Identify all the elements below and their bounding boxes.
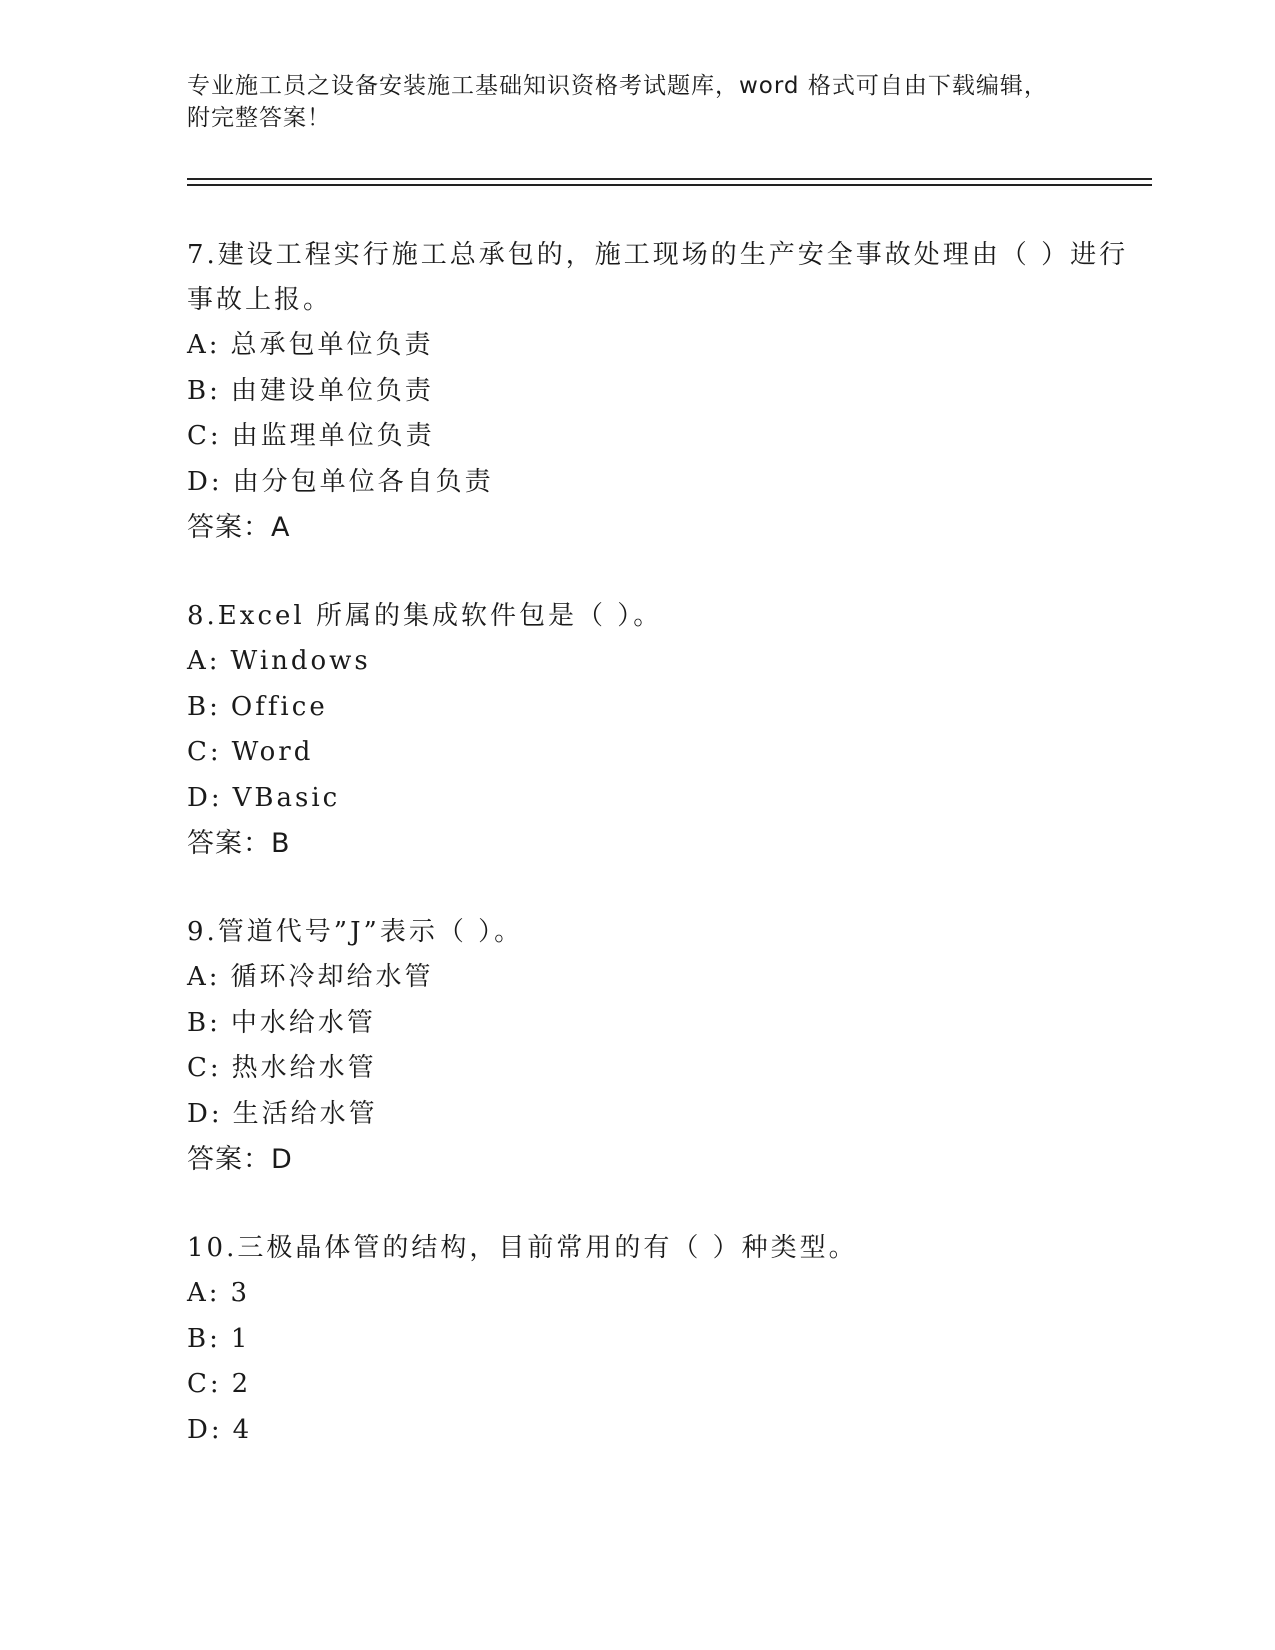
answer-line: 答案：B [187,828,291,859]
question-stem: 8.Excel 所属的集成软件包是（ ）。 [187,601,663,631]
option-letter: D: [187,466,223,497]
option-letter: A: [187,1278,221,1308]
option-c [187,414,1147,460]
option-c [187,1362,1147,1408]
option-letter: C: [187,421,222,451]
option-b [187,685,1147,731]
option-text: Windows [230,646,371,676]
option-d [187,776,1147,822]
option-text: 由建设单位负责 [230,375,434,406]
option-c [187,730,1147,776]
question-stem: 9.管道代号”J”表示（ ）。 [187,917,524,947]
option-text: 由分包单位各自负责 [232,466,494,497]
option-letter: C: [187,1369,222,1399]
option-text: Word [231,737,314,767]
option-text: VBasic [232,782,341,813]
option-text: 由监理单位负责 [231,421,435,451]
option-d [187,1092,1147,1138]
option-text: 中水给水管 [230,1007,376,1038]
answer-line: 答案：D [187,1144,293,1175]
option-text: Office [230,691,328,722]
header-divider-bottom [187,184,1152,186]
option-d [187,1408,1147,1454]
option-letter: A: [187,646,221,676]
option-text: 循环冷却给水管 [230,962,434,992]
option-a [187,955,1147,1001]
header-divider-top [187,178,1152,180]
option-text: 4 [232,1414,253,1445]
question-7 [187,233,1147,551]
option-a [187,323,1147,369]
question-list [187,233,1147,1496]
option-text: 2 [231,1369,252,1399]
option-letter: B: [187,375,221,406]
document-header [187,70,1087,134]
header-line-2: 附完整答案！ [187,105,331,131]
option-letter: A: [187,962,221,992]
option-letter: B: [187,1007,221,1038]
header-line-1: 专业施工员之设备安装施工基础知识资格考试题库，word 格式可自由下载编辑， [187,73,1048,99]
option-text: 3 [230,1278,251,1308]
option-text: 生活给水管 [232,1098,378,1129]
option-a [187,639,1147,685]
option-b [187,1001,1147,1047]
option-letter: B: [187,1323,221,1354]
option-letter: D: [187,1414,223,1445]
option-b [187,1317,1147,1363]
option-text: 热水给水管 [231,1053,377,1083]
option-b [187,369,1147,415]
option-text: 总承包单位负责 [230,330,434,360]
option-letter: D: [187,782,223,813]
question-stem: 7.建设工程实行施工总承包的，施工现场的生产安全事故处理由（ ）进行事故上报。 [187,240,1129,315]
option-c [187,1046,1147,1092]
answer-line: 答案：A [187,512,291,543]
question-9 [187,910,1147,1183]
option-letter: B: [187,691,221,722]
option-letter: C: [187,737,222,767]
option-letter: D: [187,1098,223,1129]
option-letter: C: [187,1053,222,1083]
option-text: 1 [230,1323,251,1354]
option-d [187,460,1147,506]
question-stem: 10.三极晶体管的结构，目前常用的有（ ）种类型。 [187,1233,858,1263]
question-10 [187,1226,1147,1453]
option-a [187,1271,1147,1317]
question-8 [187,594,1147,867]
option-letter: A: [187,330,221,360]
